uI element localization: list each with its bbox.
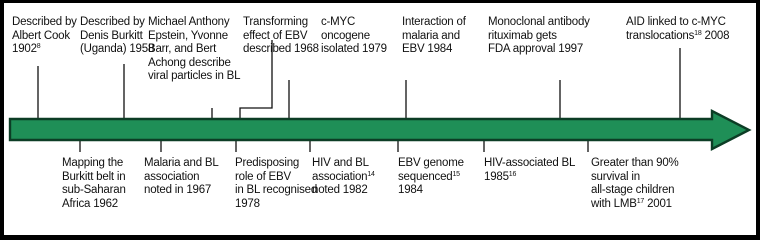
event-line-text: Predisposing [235,157,300,169]
event-line [62,157,126,171]
event-line-text: survival in [591,170,640,183]
event-malaria-bl [144,157,219,198]
event-line [312,184,375,198]
event-cook-text [12,16,77,57]
event-line [591,157,679,171]
event-line-text: Albert Cook [12,29,70,42]
event-cmyc [321,16,387,57]
event-line [398,157,464,171]
event-line [591,184,679,198]
event-line [235,198,317,212]
event-line [626,30,729,44]
event-line [80,43,154,57]
event-line-suffix: 2001 [644,197,672,210]
event-survival [591,157,679,211]
event-line [144,171,219,185]
event-line [488,43,590,57]
event-aid [626,16,729,43]
event-line [144,157,219,171]
event-predisposing [235,157,317,211]
event-malaria-ebv [402,16,466,57]
event-line [235,171,317,185]
event-line-text: Described by [12,16,77,28]
event-hiv-bl-text [312,157,375,198]
event-line [148,70,240,84]
event-line [321,16,387,30]
event-line-text: Africa 1962 [62,197,118,210]
event-genome [398,157,464,198]
event-line [591,171,679,185]
event-hiv-assoc-text [484,157,575,184]
event-line [321,43,387,57]
event-line [243,43,319,57]
event-line-text: Mapping the [62,157,124,169]
event-line-text: described 1968 [243,43,319,55]
reference-number: 8 [36,43,41,50]
event-line [484,171,575,185]
event-line-text: role of EBV [235,170,291,183]
event-line [402,16,466,30]
event-line [12,43,77,57]
event-line [402,30,466,44]
event-line [488,16,590,30]
event-malaria-bl-text [144,157,219,198]
event-line-text: all-stage children [591,184,675,196]
event-line-text: Greater than 90% [591,157,679,169]
event-line-text: c-MYC [321,16,356,28]
event-line [243,16,319,30]
event-predisposing-text [235,157,317,211]
event-line-text: malaria and [402,29,460,42]
event-burkitt-text [80,16,154,57]
event-line [243,30,319,44]
event-line [398,184,464,198]
event-line-text: noted 1982 [312,184,368,196]
event-line-text: Described by [80,16,145,28]
event-line [62,171,126,185]
event-line [62,198,126,212]
event-line [12,30,77,44]
event-mapping-text [62,157,126,211]
event-genome-text [398,157,464,198]
event-line-text: EBV genome [398,157,464,169]
timeline-arrow [10,111,749,149]
event-line [235,157,317,171]
event-line [12,16,77,30]
event-line-text: 1985 [484,170,509,183]
event-malaria-ebv-text [402,16,466,57]
event-line [148,43,240,57]
event-mapping [62,157,126,211]
event-line [148,30,240,44]
event-line-text: rituximab gets [488,29,557,42]
event-line [148,57,240,71]
event-line [148,16,240,30]
event-rituximab-text [488,16,590,57]
reference-number: 15 [452,170,460,178]
event-burkitt [80,16,154,57]
event-line [144,184,219,198]
reference-number: 16 [508,170,517,178]
event-line-text: Achong describe [148,56,231,69]
reference-number: 17 [636,197,645,205]
event-line [80,30,154,44]
event-line [312,157,375,171]
event-line-text: 1902 [12,43,37,55]
event-survival-text [591,157,679,211]
event-line-text: (Uganda) 1958 [80,43,155,55]
event-line [398,171,464,185]
event-line-text: sequenced [398,170,453,183]
event-line-text: in BL recognised [235,184,318,196]
event-line [62,184,126,198]
event-line [80,16,154,30]
reference-number: 18 [694,29,702,37]
event-line-text: Monoclonal antibody [488,16,590,28]
reference-number: 14 [367,170,375,178]
event-line-text: AID linked to c-MYC [626,16,726,28]
event-hiv-bl [312,157,375,198]
event-line-text: Michael Anthony [148,16,230,28]
event-line-text: Barr, and Bert [148,43,217,55]
event-line [591,198,679,212]
event-cmyc-text [321,16,387,57]
event-line-text: isolated 1979 [321,43,387,55]
event-line [402,43,466,57]
event-line [235,184,317,198]
event-line [626,16,729,30]
event-line-text: Interaction of [402,16,466,28]
event-line-text: Denis Burkitt [80,29,143,42]
event-line [312,171,375,185]
event-aid-text [626,16,729,43]
event-line-text: Transforming [243,16,308,28]
event-line-text: FDA approval 1997 [488,43,584,55]
event-line-text: Epstein, Yvonne [148,29,228,42]
event-line-text: EBV 1984 [402,43,453,55]
event-line [321,30,387,44]
event-line-text: with LMB [591,197,637,210]
event-line-text: HIV-associated BL [484,157,576,169]
event-line-text: oncogene [321,29,370,42]
event-line-text: association [312,170,368,183]
event-transforming [243,16,319,57]
event-cook [12,16,77,57]
event-line-suffix: 2008 [701,29,730,42]
event-line-text: 1978 [235,197,260,210]
event-line-text: 1984 [398,184,423,196]
event-line-text: association [144,170,200,183]
event-line [488,30,590,44]
event-epstein [148,16,240,84]
event-line-text: sub-Saharan [62,184,126,196]
event-rituximab [488,16,590,57]
event-line-text: HIV and BL [312,157,369,169]
event-line-text: translocations [626,29,695,42]
event-hiv-assoc [484,157,575,184]
event-transforming-text [243,16,319,57]
event-line-text: Burkitt belt in [62,170,126,183]
event-line-text: noted in 1967 [144,184,212,196]
event-line-text: Malaria and BL [144,157,219,169]
event-epstein-text [148,16,240,84]
event-line-text: viral particles in BL [148,70,241,82]
event-line [484,157,575,171]
event-line-text: effect of EBV [243,29,308,42]
